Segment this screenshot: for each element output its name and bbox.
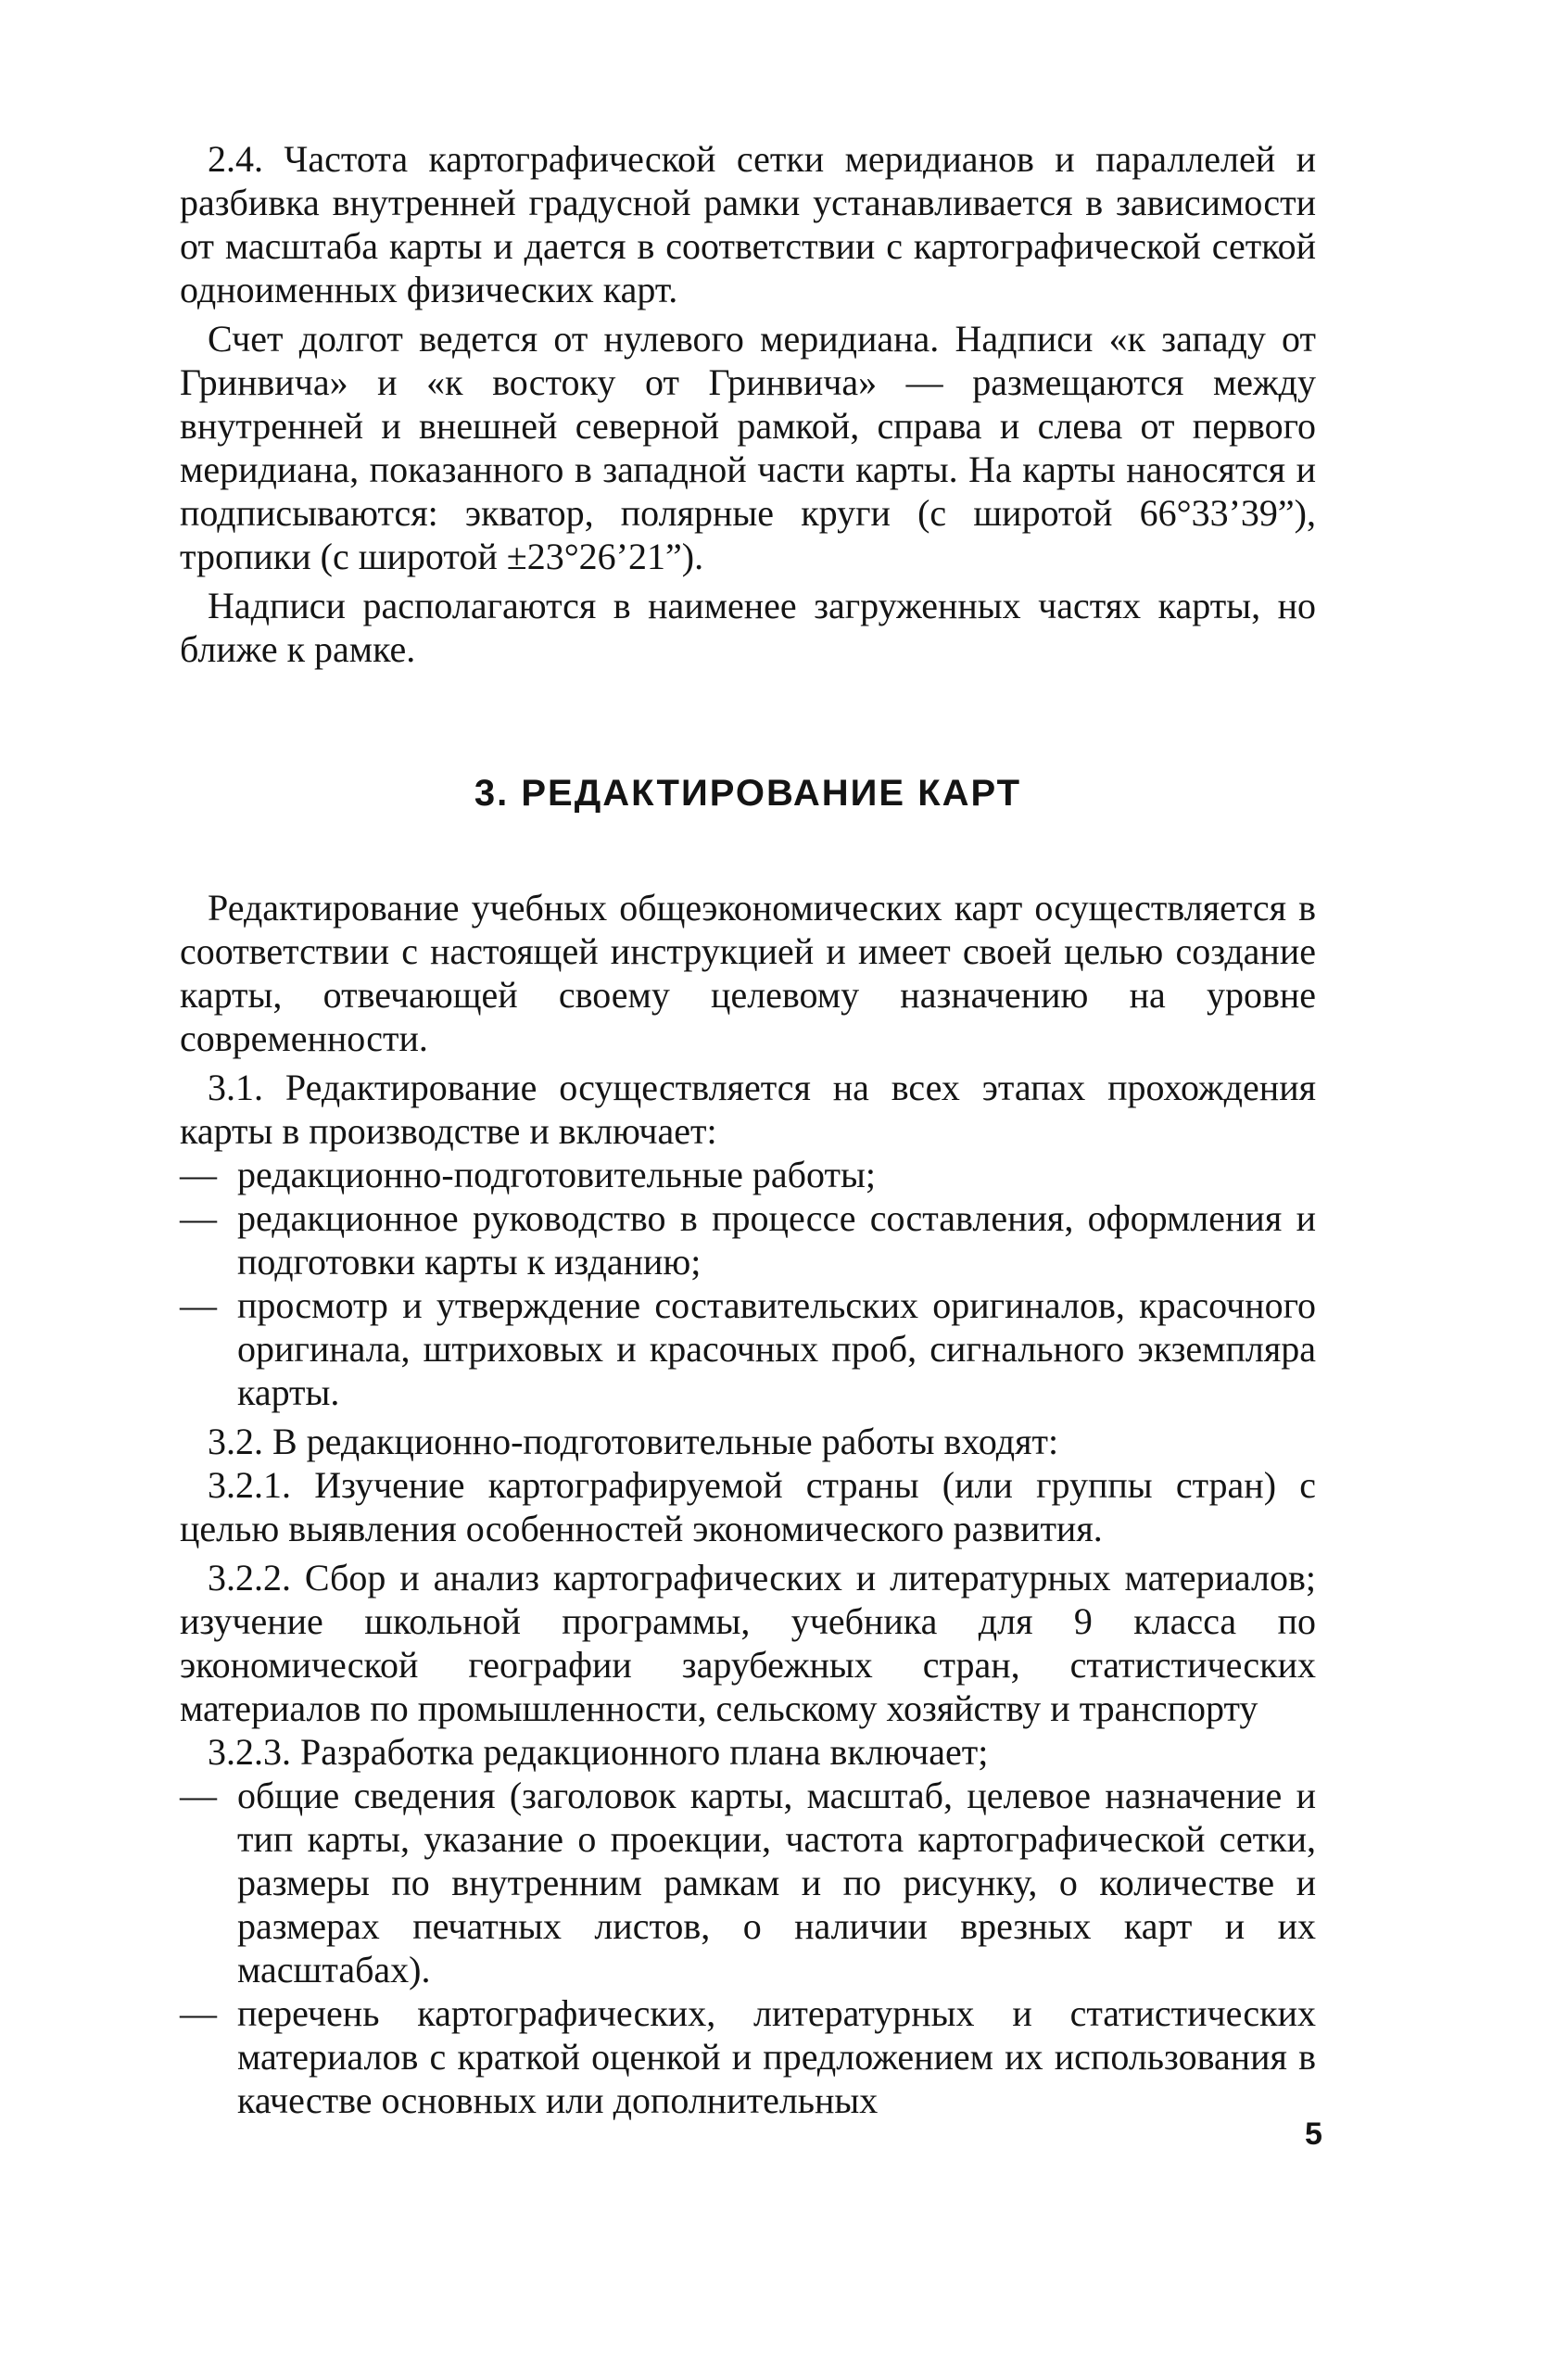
dash-marker: —: [180, 1284, 217, 1326]
list-item: [180, 1774, 1316, 1991]
list-item: [180, 1991, 1316, 2122]
list-item: [180, 1153, 1316, 1196]
dash-marker: —: [180, 1154, 217, 1195]
list-item-text: общие сведения (заголовок карты, масштаб, целевое назначение и тип карты, указание о проекции, частота картографической сетки, размеры по внутренним рамкам и по рисунку, о количестве и размерах печатных листов, о наличии врезных карт и их масштабах).: [237, 1775, 1316, 1990]
paragraph-3-2-2: 3.2.2. Сбор и анализ картографических и литературных материалов; изучение школьной программы, учебника для 9 класса по экономической географии зарубежных стран, статистических материалов по промышленности, сельскому хозяйству и транспорту: [180, 1557, 1316, 1729]
list-item-text: перечень картографических, литературных и статистических материалов с краткой оценкой и предложением их использования в качестве основных или дополнительных: [237, 1992, 1316, 2121]
paragraph-3-2-3: 3.2.3. Разработка редакционного плана включает;: [208, 1731, 989, 1773]
list-3-1: [180, 1153, 1316, 1414]
dash-marker: —: [180, 1992, 217, 2034]
paragraph-editing-intro: Редактирование учебных общеэкономических карт осуществляется в соответствии с настоящей инструкцией и имеет своей целью создание карты, отвечающей своему целевому назначению на уровне современности.: [180, 887, 1316, 1059]
dash-marker: —: [180, 1775, 217, 1816]
paragraph-3-2: 3.2. В редакционно-подготовительные работы входят:: [208, 1421, 1059, 1462]
list-item-text: редакционно-подготовительные работы;: [237, 1154, 876, 1195]
page-number: 5: [1305, 2117, 1322, 2152]
list-item: [180, 1196, 1316, 1283]
paragraph-2-4: 2.4. Частота картографической сетки меридианов и параллелей и разбивка внутренней градусной рамки устанавливается в зависимости от масштаба карты и дается в соответствии с картографической сеткой одноименных физических карт.: [180, 138, 1316, 310]
section-heading: 3. РЕДАКТИРОВАНИЕ КАРТ: [474, 773, 1022, 814]
list-item-text: редакционное руководство в процессе составления, оформления и подготовки карты к изданию;: [237, 1197, 1316, 1283]
paragraph-3-2-1: 3.2.1. Изучение картографируемой страны (или группы стран) с целью выявления особенностей экономического развития.: [180, 1464, 1316, 1549]
paragraph-label-placement: Надписи располагаются в наименее загруженных частях карты, но ближе к рамке.: [180, 585, 1316, 670]
list-3-2-3: [180, 1774, 1316, 2122]
document-page: [180, 137, 1316, 2122]
list-item-text: просмотр и утверждение составительских оригиналов, красочного оригинала, штриховых и красочных проб, сигнального экземпляра карты.: [237, 1284, 1316, 1413]
paragraph-longitude-count: Счет долгот ведется от нулевого меридиана. Надписи «к западу от Гринвича» и «к востоку от Гринвича» — размещаются между внутренней и внешней северной рамкой, справа и слева от первого меридиана, показанного в западной части карты. На карты наносятся и подписываются: экватор, полярные круги (с широтой 66°33’39”), тропики (с широтой ±23°26’21”).: [180, 318, 1316, 577]
dash-marker: —: [180, 1197, 217, 1239]
list-item: [180, 1283, 1316, 1414]
paragraph-3-1: 3.1. Редактирование осуществляется на всех этапах прохождения карты в производстве и включает:: [180, 1067, 1316, 1152]
